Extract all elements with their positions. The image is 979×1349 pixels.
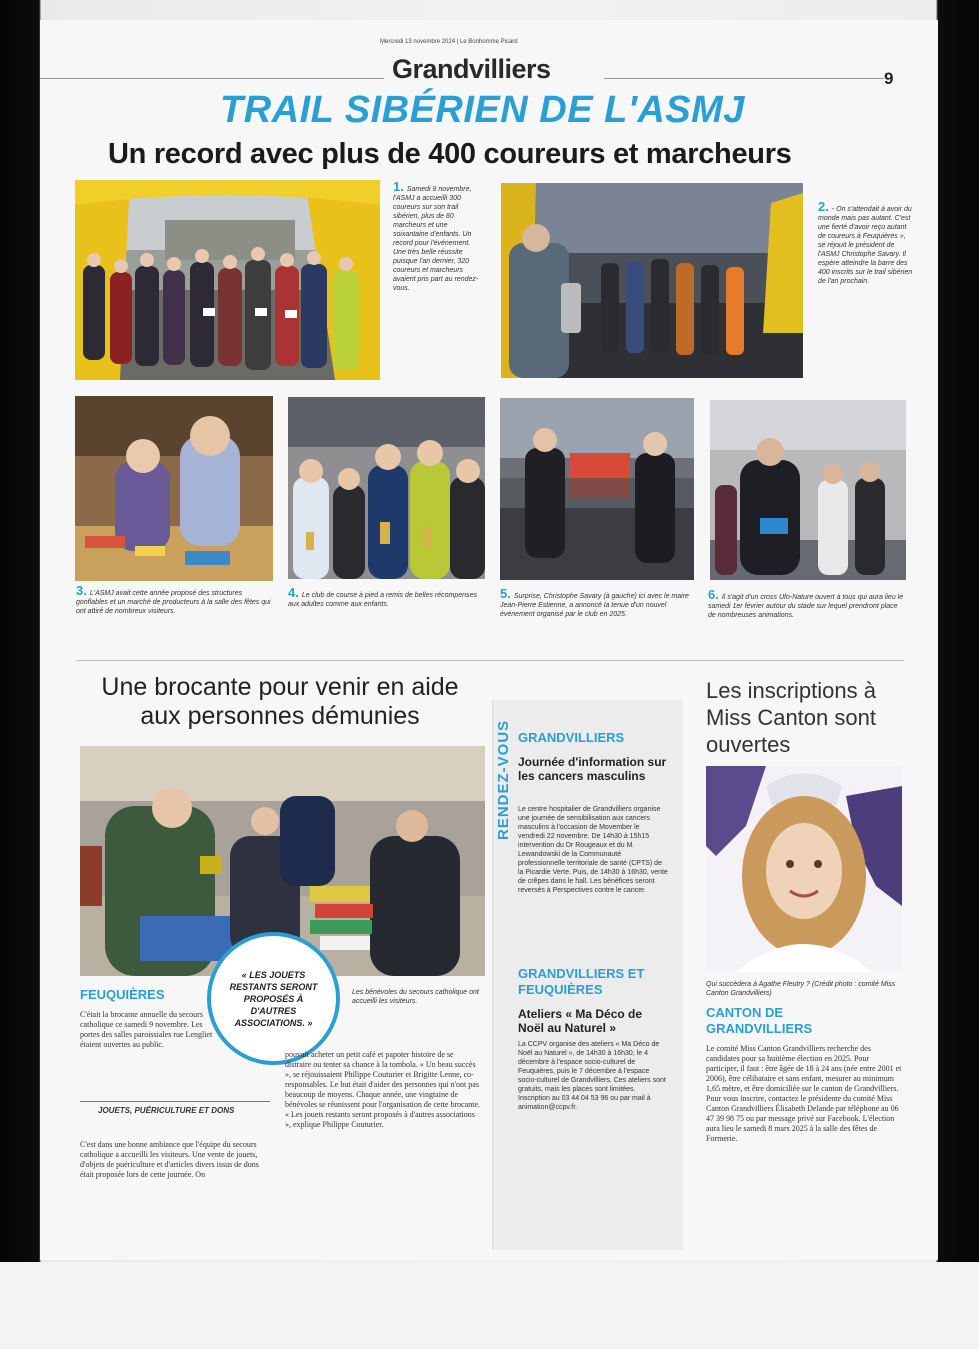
brocante-pull-quote <box>207 932 340 1065</box>
caption-3-number: 3. <box>76 583 87 598</box>
trail-headline: Un record avec plus de 400 coureurs et marcheurs <box>108 138 792 170</box>
rendezvous-2-locale: GRANDVILLIERS ET FEUQUIÈRES <box>518 966 645 997</box>
brocante-subhead-rule <box>80 1101 270 1102</box>
brocante-photo-caption: Les bénévoles du secours catholique ont accueilli les visiteurs. <box>352 989 479 1005</box>
caption-4-text: Le club de course à pied a remis de belles récompenses aux adultes comme aux enfants. <box>288 592 477 608</box>
photo-runners-finish <box>710 400 906 580</box>
header-rule-left <box>40 78 384 79</box>
caption-2-number: 2. <box>818 199 829 214</box>
brocante-locale: FEUQUIÈRES <box>80 987 165 1002</box>
brocante-column-1: C'est dans une bonne ambiance que l'équipe du secours catholique a accueilli les visiteurs. Une vente de jouets, d'objets de puériculture et d'articles divers issus de dons était proposée lors de cette journée. On <box>80 1140 259 1179</box>
photo-miss-canton <box>706 766 902 972</box>
caption-5-number: 5. <box>500 586 511 601</box>
caption-3 <box>76 583 272 616</box>
section-title: Grandvilliers <box>392 54 551 84</box>
rendezvous-1-text: Le centre hospitalier de Grandvilliers organise une journée de sensibilisation aux cancers masculins à l'occasion de Movember le vendredi 22 novembre. De 14h30 à 15h15 intervention du Dr Rougeaux et du M. Lewandowski de la Communauté professionnelle territoriale de santé (CPTS) de la Picardie Verte. Puis, de 14h30 à 16h30, vente de crêpes dans le hall. Les bénéfices seront reversés à Perspectives contre le cancer. <box>518 806 668 894</box>
caption-5 <box>500 586 695 619</box>
caption-1-number: 1. <box>393 179 404 194</box>
miss-locale: CANTON DE GRANDVILLIERS <box>706 1005 813 1036</box>
miss-photo-caption: Qui succèdera à Agathe Fleutry ? (Crédit photo : comité Miss Canton Grandvilliers) <box>706 981 896 997</box>
rendezvous-vertical-label: RENDEZ-VOUS <box>495 719 512 841</box>
brocante-intro: C'était la brocante annuelle du secours catholique ce samedi 9 novembre. Les portes des salles paroissiales rue Lengliet étaient ouvertes au public. <box>80 1010 213 1049</box>
caption-2-text: - On s'attendait à avoir du monde mais pas autant. C'est une fierté d'avoir reçu autant de coureurs à Feuquières », se réjouit le président de l'ASMJ Christophe Savary. Il espère atteindre la barre des 400 inscrits sur le trail sibérien de l'an prochain. <box>818 206 913 285</box>
screen-bottom-band <box>0 1262 979 1349</box>
newspaper-page <box>40 20 938 1260</box>
brocante-subhead: JOUETS, PUÉRICULTURE ET DONS <box>98 1106 235 1115</box>
caption-6-number: 6. <box>708 587 719 602</box>
rendezvous-2-title: Ateliers « Ma Déco de Noël au Naturel » <box>518 1007 643 1035</box>
miss-text: Le comité Miss Canton Grandvilliers recherche des candidates pour sa huitième élection en 2025. Pour participer, il faut : être âgée de 18 à 24 ans (née entre 2001 et 2006), être célibataire et sans enfant, mesurer au minimum 1,65 mètre, et être domiciliée sur le canton de Grandvilliers. Pour vous inscrire, contactez le présidente du comité Miss Canton Grandvilliers Élisabeth Delande par téléphone au 06 47 39 98 75 ou par message privé sur Facebook. L'élection aura lieu le samedi 8 mars 2025 à la salle des fêtes de Formerie. <box>706 1044 902 1143</box>
caption-2 <box>818 199 913 286</box>
header-rule-right <box>604 78 884 79</box>
section-divider <box>76 660 904 661</box>
photo-trail-start <box>75 180 380 380</box>
photo-president-announcement <box>500 398 694 580</box>
caption-5-text: Surprise, Christophe Savary (à gauche) ici avec le maire Jean-Pierre Estienne, a annoncé la tenue d'un nouvel événement organisé par le club en 2025. <box>500 593 689 618</box>
photo-children-awards <box>288 397 485 579</box>
brocante-pull-quote-text: « LES JOUETS RESTANTS SERONT PROPOSÉS À D'AUTRES ASSOCIATIONS. » <box>229 969 318 1028</box>
brocante-column-2: pouvait acheter un petit café et papoter histoire de se distraire ou tenter sa chance à la tombola. « Un beau succès », se réjouissaient Philippe Couturier et Brigitte Lenne, co-responsables. Le but était d'aider des personnes qui n'ont pas beaucoup de moyens. Chaque année, une vingtaine de bénévoles se réunissent pour l'organisation de cette brocante. « Les jouets restants seront proposés à d'autres associations », explique Philippe Couturier. <box>285 1050 481 1129</box>
caption-6-text: Il s'agit d'un cross Ufo-Nature ouvert à tous qui aura lieu le samedi 1er février autour du stade sur lequel prendront place de nombreuses animations. <box>708 594 904 619</box>
page-number: 9 <box>884 69 894 88</box>
rendezvous-1-title: Journée d'information sur les cancers masculins <box>518 755 667 783</box>
caption-1 <box>393 179 483 293</box>
caption-6 <box>708 587 906 620</box>
trail-kicker: TRAIL SIBÉRIEN DE L'ASMJ <box>220 89 745 131</box>
caption-3-text: L'ASMJ avait cette année proposé des structures gonflables et un marché de producteurs à la salle des fêtes qui ont attiré de nombreux visiteurs. <box>76 590 271 615</box>
photo-trail-night-start <box>501 183 803 378</box>
caption-4 <box>288 585 483 609</box>
photo-children-market <box>75 396 273 581</box>
caption-4-number: 4. <box>288 585 299 600</box>
brocante-title: Une brocante pour venir en aide aux personnes démunies <box>101 673 459 730</box>
rendezvous-1-locale: GRANDVILLIERS <box>518 730 625 745</box>
caption-1-text: Samedi 9 novembre, l'ASMJ a accueilli 300 coureurs sur son trail sibérien, plus de 80 marcheurs et une soixantaine d'enfants. Un record pour l'événement. Une très belle réussite puisque l'an dernier, 320 coureurs et marcheurs avaient pris part au rendez-vous. <box>393 186 479 292</box>
rendezvous-2-text: La CCPV organise des ateliers « Ma Déco de Noël au Naturel », de 14h30 à 16h30, le 4 décembre à l'espace socio-culturel de Feuquières, puis le 7 décembre à l'espace socio-culturel de Grandvilliers. Ces ateliers sont gratuits, mais les places sont limitées. Inscription au 03 44 04 53 96 ou par mail à animation@ccpv.fr. <box>518 1041 666 1111</box>
miss-canton-title: Les inscriptions à Miss Canton sont ouvertes <box>706 678 876 757</box>
page-dateline: Mercredi 13 novembre 2024 | Le Bonhomme Picard <box>380 39 518 45</box>
